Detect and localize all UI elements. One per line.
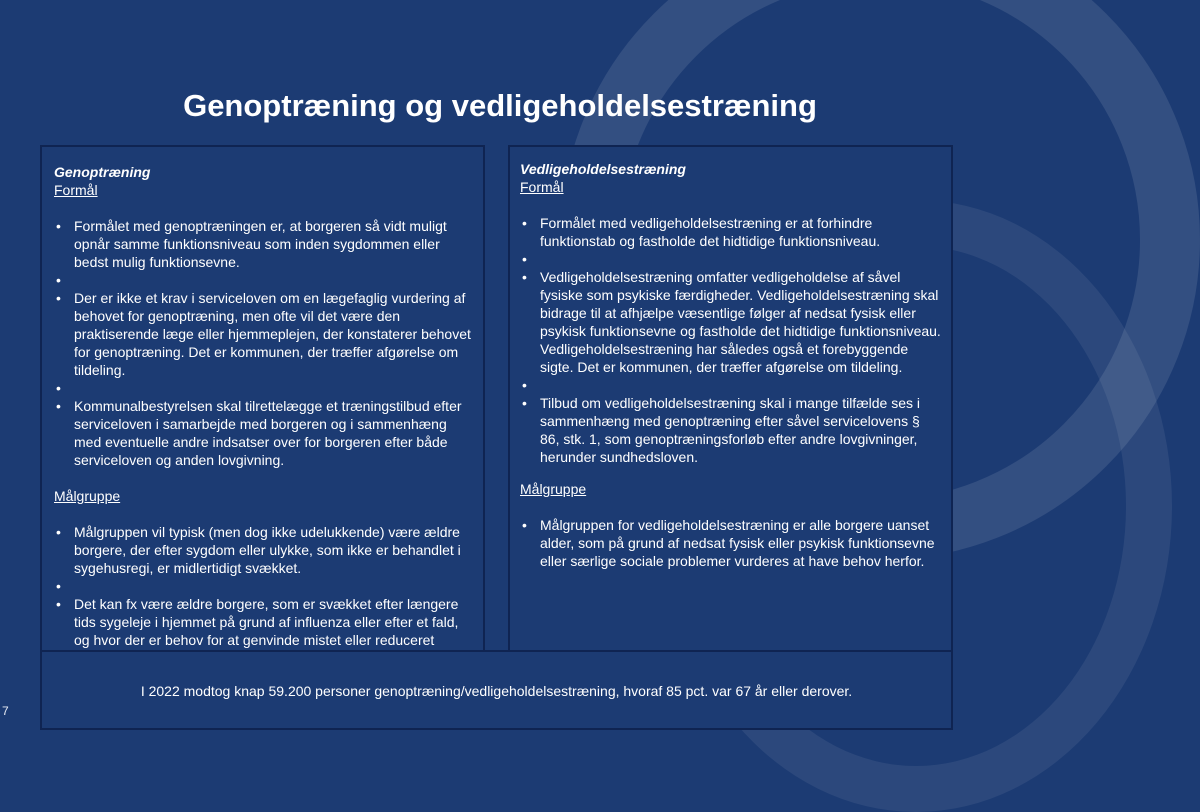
bullet-item: • Kommunalbestyrelsen skal tilrettelægge et træningstilbud efter serviceloven i samarbejde med borgeren og i sammenhæng med eventuelle andre indsatser over for borgeren efter både serviceloven og anden lovgivning. <box>54 397 473 469</box>
section-label-formaal: Formål <box>520 179 564 195</box>
summary-panel <box>40 650 953 730</box>
bullet-spacer <box>54 379 473 397</box>
slide-title: Genoptræning og vedligeholdelsestræning <box>183 88 817 123</box>
section-label-maalgruppe: Målgruppe <box>54 488 121 504</box>
bullet-item: • Formålet med genoptræningen er, at borgeren så vidt muligt opnår samme funktionsniveau som inden sygdommen eller bedst mulig funktionsevne. <box>54 217 473 271</box>
genoptraening-panel <box>40 145 485 655</box>
bullet-spacer <box>54 577 473 595</box>
panel-heading: Vedligeholdelsestræning <box>520 161 686 177</box>
bullet-item: • Målgruppen for vedligeholdelsestræning er alle borgere uanset alder, som på grund af nedsat fysisk eller psykisk funktionsevne eller særlige sociale problemer vurderes at have behov herfor. <box>520 516 941 570</box>
bullet-spacer <box>520 376 941 394</box>
maalgruppe-bullet-list <box>520 516 941 570</box>
vedligeholdelsestraening-panel <box>508 145 953 655</box>
panel-heading: Genoptræning <box>54 164 151 180</box>
bullet-spacer <box>54 271 473 289</box>
page-number: 7 <box>2 704 9 718</box>
section-label-formaal: Formål <box>54 182 98 198</box>
bullet-item: • Der er ikke et krav i serviceloven om en lægefaglig vurdering af behovet for genoptræning, men ofte vil det være den praktiserende læge eller hjemmeplejen, der konstaterer behovet for genoptræning. Det er kommunen, der træffer afgørelse om tildeling. <box>54 289 473 379</box>
summary-text: I 2022 modtog knap 59.200 personer genoptræning/vedligeholdelsestræning, hvoraf 85 pct. var 67 år eller derover. <box>140 683 853 699</box>
maalgruppe-bullet-list <box>54 523 473 667</box>
bullet-item: • Målgruppen vil typisk (men dog ikke udelukkende) være ældre borgere, der efter sygdom eller ulykke, som ikke er behandlet i sygehusregi, er midlertidigt svækket. <box>54 523 473 577</box>
bullet-item: • Det kan fx være ældre borgere, som er svækket efter længere tids sygeleje i hjemmet på grund af influenza eller efter et fald, og hvor der er behov for at genvinde mistet eller reduceret <box>54 595 473 667</box>
bullet-spacer <box>520 250 941 268</box>
bullet-item: • Vedligeholdelsestræning omfatter vedligeholdelse af såvel fysiske som psykiske færdigheder. Vedligeholdelsestræning skal bidrage til at afhjælpe væsentlige følger af nedsat fysisk eller psykisk funktionsevne og fastholde det hidtidige funktionsniveau. Vedligeholdelsestræning har således også et forebyggende sigte. Det er kommunen, der træffer afgørelse om tildeling. <box>520 268 941 376</box>
bullet-item: • Tilbud om vedligeholdelsestræning skal i mange tilfælde ses i sammenhæng med genoptræning efter såvel servicelovens § 86, stk. 1, som genoptræningsforløb efter andre lovgivninger, herunder sundhedsloven. <box>520 394 941 466</box>
formaal-bullet-list <box>54 217 473 469</box>
bullet-item: • Formålet med vedligeholdelsestræning er at forhindre funktionstab og fastholde det hidtidige funktionsniveau. <box>520 214 941 250</box>
formaal-bullet-list <box>520 214 941 466</box>
section-label-maalgruppe: Målgruppe <box>520 481 587 497</box>
